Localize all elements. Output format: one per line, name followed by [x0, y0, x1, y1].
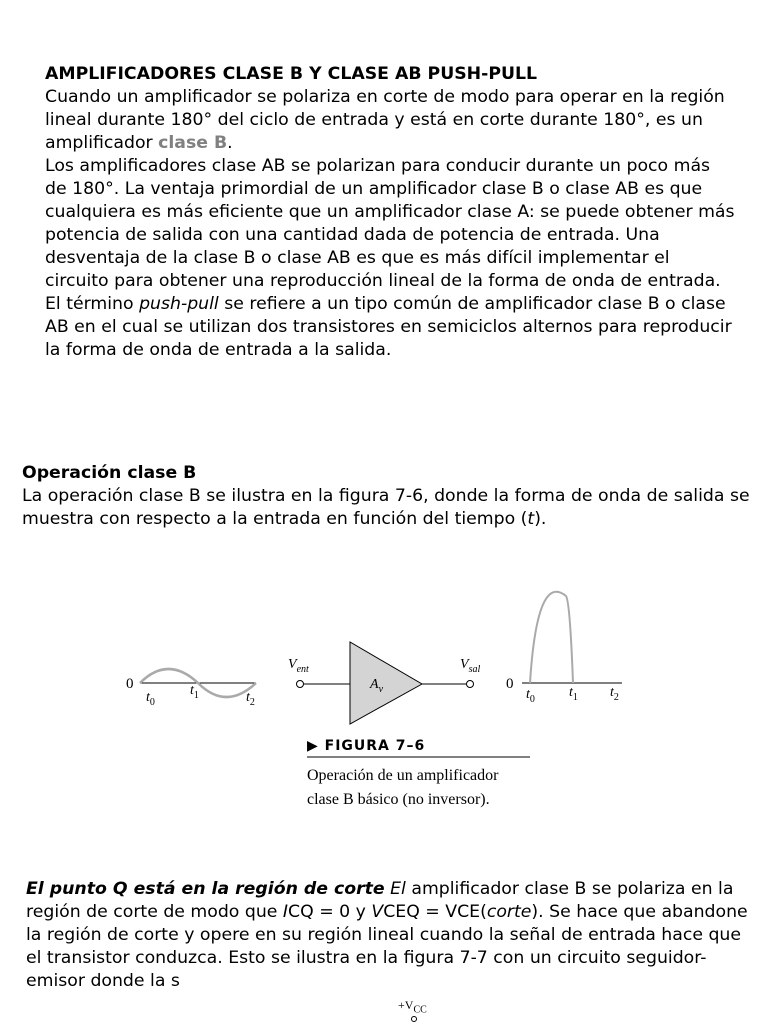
- text: amplificador clase B se polariza en la región de corte de modo que: [26, 879, 734, 922]
- vcc-label: [398, 998, 427, 1015]
- t1-output-label: $t_1$: [569, 685, 578, 703]
- text: Los amplificadores clase AB se polarizan para conducir durante un poco más de 180°. La ventaja primordial de un amplificador clase B o clase AB es que cualquiera es más eficiente que un amplificador clase A: se puede obtener más potencia de salida con una cantidad dada de potencia de entrada. Una desventaja de la clase B o clase AB es que es más difícil implementar el circuito para obtener una reproducción lineal de la forma de onda de entrada. El término: [45, 156, 735, 314]
- t2-label: $t_2$: [246, 690, 255, 708]
- figure-caption-line2: clase B básico (no inversor).: [307, 791, 490, 808]
- vcc-subscript: CC: [413, 1004, 427, 1016]
- vcc-text: +V: [398, 998, 414, 1012]
- highlight-term: clase B: [158, 133, 228, 153]
- vcc-node: [411, 1016, 417, 1022]
- text: ).: [534, 509, 547, 529]
- zero-label-input: 0: [126, 676, 134, 692]
- text: .: [227, 133, 233, 153]
- text: ). Se hace que abandone la región de corte y opere en su región lineal cuando la señal de entrada hace que el transistor conduzca. Esto se ilustra en la figura 7-7 con un circuito seguidor-emisor donde la s: [26, 902, 748, 991]
- emphasis-term: t: [527, 509, 535, 529]
- text: CQ = 0 y: [288, 902, 372, 922]
- output-terminal: [467, 681, 474, 688]
- section-title: AMPLIFICADORES CLASE B Y CLASE AB PUSH-PULL: [45, 64, 538, 84]
- q-point-section: [26, 878, 751, 993]
- intro-section: [45, 63, 735, 362]
- input-terminal: [297, 681, 304, 688]
- paragraph-class-b: [45, 86, 735, 155]
- text: La operación clase B se ilustra en la figura 7-6, donde la forma de onda de salida se muestra con respecto a la entrada en función del tiempo (: [22, 486, 750, 529]
- t0-label: $t_0$: [146, 690, 155, 708]
- text: se refiere a un tipo común de amplificador clase B o clase AB en el cual se utilizan dos transistores en semiciclos alternos para reproducir la forma de onda de entrada a la salida.: [45, 294, 732, 360]
- section-title: Operación clase B: [22, 463, 197, 483]
- t0-output-label: $t_0$: [526, 687, 535, 705]
- gain-label: $A_v$: [370, 677, 384, 695]
- t1-label: $t_1$: [190, 683, 199, 701]
- operation-section: [22, 462, 752, 531]
- amplifier-triangle: [350, 642, 422, 724]
- figure-caption-line1: Operación de un amplificador: [307, 767, 499, 784]
- text: CEQ = VCE(: [383, 902, 487, 922]
- emphasis: corte: [486, 902, 532, 922]
- paragraph-operation: [22, 485, 752, 531]
- lead-heading: El punto Q está en la región de corte: [26, 879, 385, 899]
- output-wave: [530, 592, 573, 683]
- zero-label-output: 0: [506, 676, 514, 692]
- vin-label: $V_{ent}$: [288, 657, 309, 675]
- emphasis: El: [390, 879, 406, 899]
- text: Cuando un amplificador se polariza en corte de modo para operar en la región lineal durante 180° del ciclo de entrada y está en corte durante 180°, es un amplificador: [45, 87, 725, 153]
- figure-7-6: [0, 590, 768, 820]
- emphasis: V: [371, 902, 384, 922]
- paragraph-class-ab: [45, 155, 735, 362]
- emphasis: I: [282, 902, 289, 922]
- emphasis-term: push-pull: [139, 294, 219, 314]
- vout-label: $V_{sal}$: [460, 657, 481, 675]
- t2-output-label: $t_2$: [610, 685, 619, 703]
- figure-caption-label: ▶ FIGURA 7–6: [307, 738, 426, 754]
